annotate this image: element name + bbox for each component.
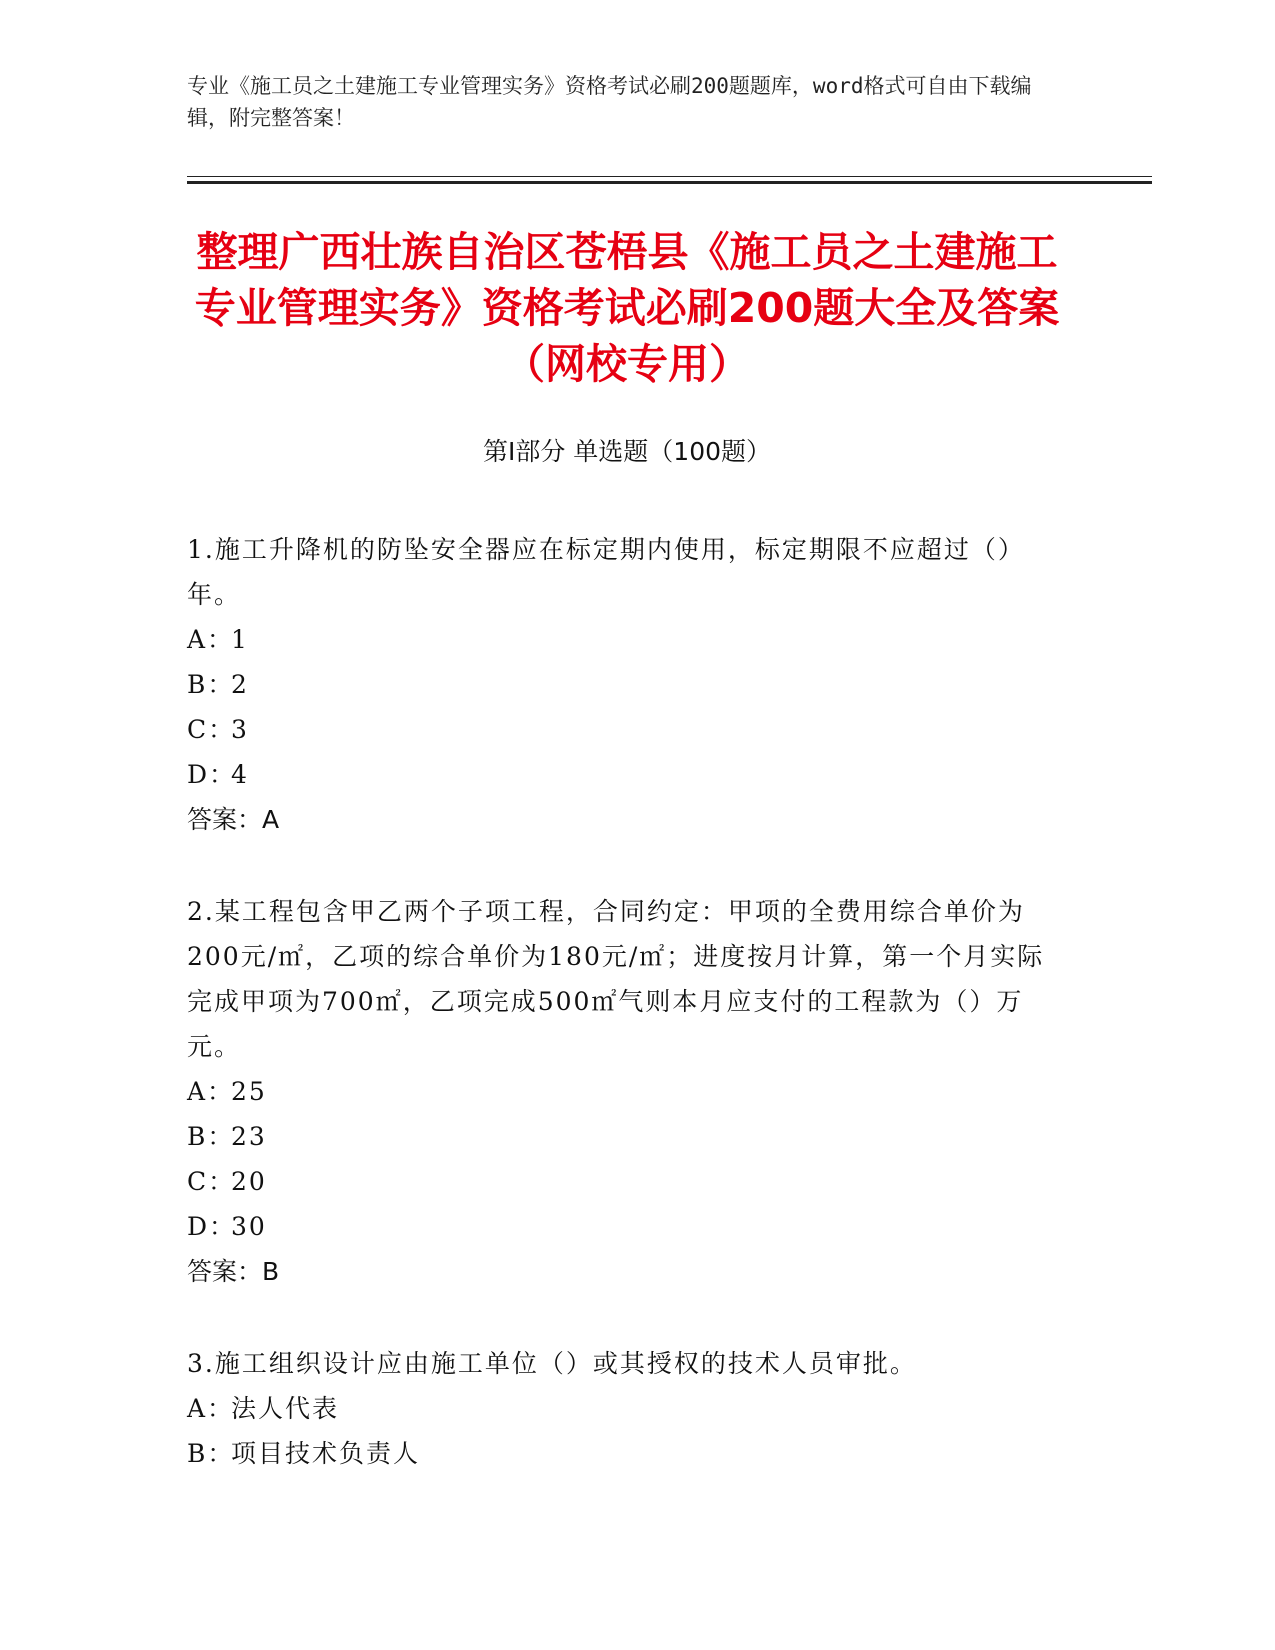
question-text: 1.施工升降机的防坠安全器应在标定期内使用，标定期限不应超过（）年。 — [187, 535, 1025, 609]
option-value: 1 — [231, 625, 249, 654]
option-d — [187, 752, 1067, 797]
option-key: A： — [187, 1077, 235, 1106]
option-key: A： — [187, 625, 235, 654]
option-value: 20 — [231, 1167, 267, 1196]
option-a — [187, 1069, 1067, 1114]
header-divider-thick — [187, 181, 1152, 184]
option-key: B： — [187, 1122, 235, 1151]
option-b — [187, 1114, 1067, 1159]
option-value: 30 — [231, 1212, 267, 1241]
option-value: 2 — [231, 670, 249, 699]
option-d — [187, 1204, 1067, 1249]
option-a — [187, 1386, 1067, 1431]
option-key: D： — [187, 760, 237, 789]
question-text: 2.某工程包含甲乙两个子项工程，合同约定：甲项的全费用综合单价为200元/㎡，乙项的综合单价为180元/㎡；进度按月计算，第一个月实际完成甲项为700㎡，乙项完成500㎡气则本月应支付的工程款为（）万元。 — [187, 897, 1045, 1061]
question-1 — [187, 527, 1067, 843]
option-key: D： — [187, 1212, 237, 1241]
option-key: B： — [187, 1439, 235, 1468]
document-title: 整理广西壮族自治区苍梧县《施工员之土建施工专业管理实务》资格考试必刷200题大全及答案（网校专用） — [194, 228, 1060, 388]
option-key: C： — [187, 715, 236, 744]
question-3 — [187, 1341, 1067, 1476]
header-note: 专业《施工员之土建施工专业管理实务》资格考试必刷200题题库，word格式可自由下载编辑，附完整答案！ — [187, 74, 1032, 130]
question-list — [187, 527, 1067, 1522]
option-b — [187, 662, 1067, 707]
section-title: 第Ⅰ部分 单选题（100题） — [482, 437, 772, 466]
option-key: C： — [187, 1167, 236, 1196]
option-value: 4 — [231, 760, 249, 789]
answer: 答案：A — [187, 805, 280, 834]
header-divider-thin — [187, 176, 1152, 177]
option-c — [187, 707, 1067, 752]
option-key: A： — [187, 1394, 235, 1423]
answer: 答案：B — [187, 1257, 280, 1286]
option-value: 25 — [231, 1077, 267, 1106]
option-key: B： — [187, 670, 235, 699]
question-2 — [187, 889, 1067, 1295]
option-a — [187, 617, 1067, 662]
option-c — [187, 1159, 1067, 1204]
question-text: 3.施工组织设计应由施工单位（）或其授权的技术人员审批。 — [187, 1349, 917, 1378]
option-value: 23 — [231, 1122, 267, 1151]
option-value: 法人代表 — [231, 1394, 340, 1423]
option-b — [187, 1431, 1067, 1476]
option-value: 3 — [231, 715, 249, 744]
option-value: 项目技术负责人 — [231, 1439, 421, 1468]
